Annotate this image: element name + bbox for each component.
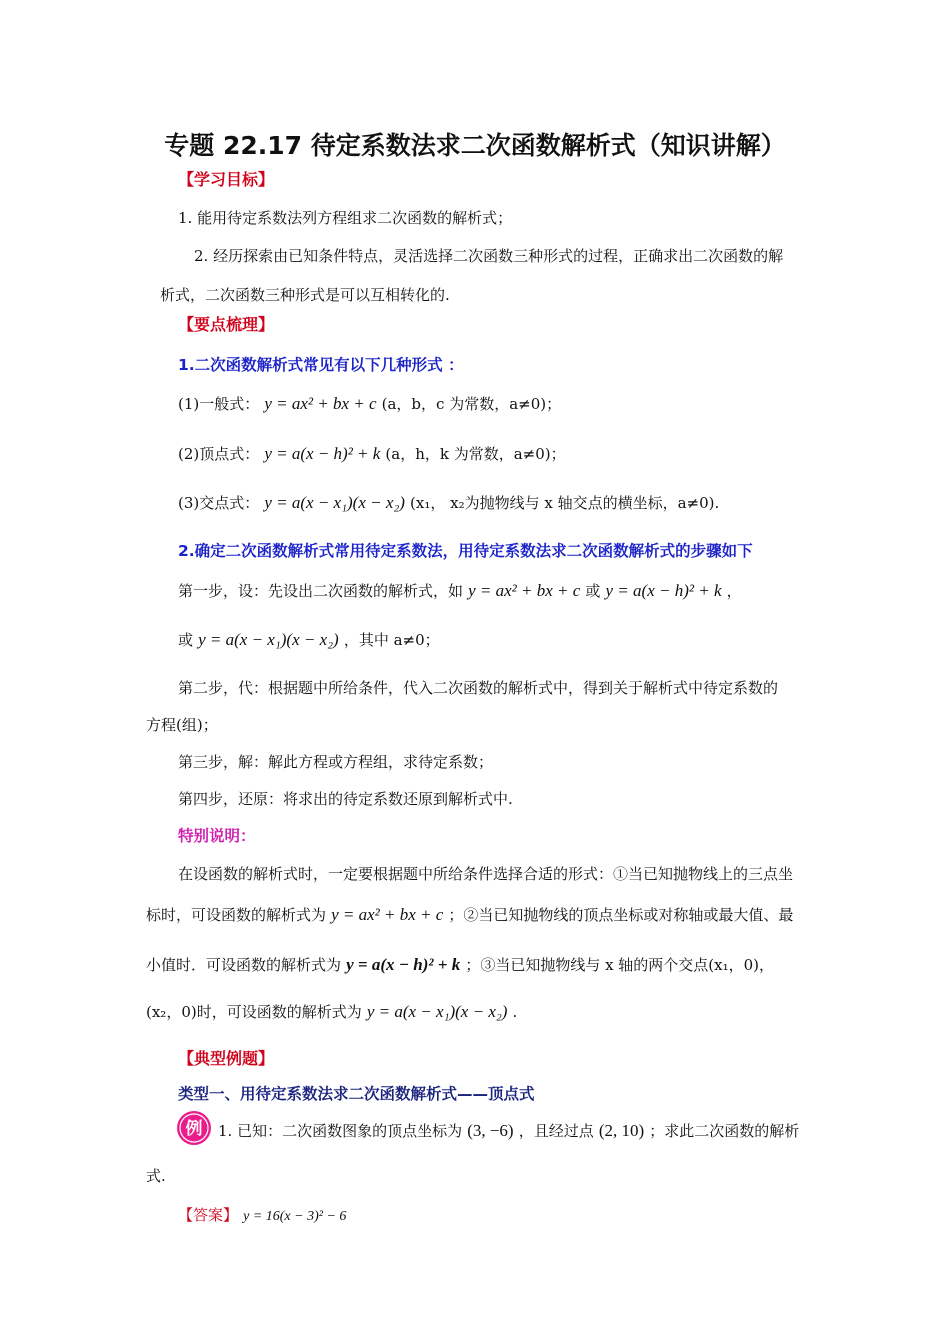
special-l3-text-b: ；③当已知抛物线与 x 轴的两个交点(x₁，0)， <box>465 956 775 974</box>
form3-label: (3)交点式： <box>178 494 260 512</box>
step2-line2: 方程(组)； <box>146 716 218 734</box>
step4: 第四步，还原：将求出的待定系数还原到解析式中. <box>178 790 513 808</box>
form2-note: (a，h，k 为常数，a≠0)； <box>385 445 566 463</box>
special-l2-text-a: 标时，可设函数的解析式为 <box>146 906 327 924</box>
form3-formula: y = a(x − x₁)(x − x₂) <box>264 493 405 512</box>
example1-point: (2, 10) <box>598 1121 645 1140</box>
goal-2-line2: 析式，二次函数三种形式是可以互相转化的. <box>160 286 450 304</box>
example1-text-b: ，且经过点 <box>518 1122 594 1140</box>
step1-row-a <box>178 580 742 601</box>
step1-row-b <box>178 629 440 650</box>
special-l4-text-b: . <box>512 1003 518 1021</box>
example1-line2: 式. <box>146 1167 166 1185</box>
step1-comma: ， <box>726 582 742 600</box>
form1-label: (1)一般式： <box>178 395 260 413</box>
step1-or-2: 或 <box>178 631 194 649</box>
step1-formula-3: y = a(x − x₁)(x − x₂) <box>198 630 339 649</box>
answer-row <box>178 1204 346 1225</box>
form1-note: (a，b，c 为常数，a≠0)； <box>381 395 562 413</box>
special-l3-formula: y = a(x − h)² + k <box>346 955 461 974</box>
special-line4 <box>146 1001 517 1022</box>
goals-header: 【学习目标】 <box>178 170 275 189</box>
special-line1: 在设函数的解析式时，一定要根据题中所给条件选择合适的形式：①当已知抛物线上的三点坐 <box>178 865 794 883</box>
special-l2-formula: y = ax² + bx + c <box>331 905 444 924</box>
page-title: 专题 22.17 待定系数法求二次函数解析式（知识讲解） <box>164 131 786 160</box>
step1-end: ，其中 a≠0； <box>343 631 440 649</box>
step1-formula-2: y = a(x − h)² + k <box>605 581 722 600</box>
special-l2-text-b: ；②当已知抛物线的顶点坐标或对称轴或最大值、最 <box>448 906 794 924</box>
example1-line1 <box>218 1120 799 1141</box>
form2-label: (2)顶点式： <box>178 445 260 463</box>
step3: 第三步，解：解此方程或方程组，求待定系数； <box>178 753 494 771</box>
form1-row <box>178 393 561 414</box>
points-header: 【要点梳理】 <box>178 315 275 334</box>
example1-vertex: (3, −6) <box>467 1121 514 1140</box>
special-header: 特别说明： <box>178 827 256 845</box>
special-l4-text-a: (x₂，0)时，可设函数的解析式为 <box>146 1003 362 1021</box>
form3-note: (x₁， x₂为抛物线与 x 轴交点的横坐标，a≠0). <box>410 494 720 512</box>
step1-text: 第一步，设：先设出二次函数的解析式，如 <box>178 582 464 600</box>
example1-text-a: 1. 已知：二次函数图象的顶点坐标为 <box>218 1122 463 1140</box>
goal-2-line1: 2. 经历探索由已知条件特点，灵活选择二次函数三种形式的过程，正确求出二次函数的解 <box>194 247 784 265</box>
goal-1: 1. 能用待定系数法列方程组求二次函数的解析式； <box>178 209 513 227</box>
step1-or: 或 <box>585 582 601 600</box>
special-l4-formula: y = a(x − x₁)(x − x₂) <box>366 1002 508 1021</box>
special-l3-text-a: 小值时．可设函数的解析式为 <box>146 956 342 974</box>
example1-text-c: ；求此二次函数的解析 <box>649 1122 800 1140</box>
form1-formula: y = ax² + bx + c <box>264 394 377 413</box>
step1-formula-1: y = ax² + bx + c <box>468 581 581 600</box>
step2-line1: 第二步，代：根据题中所给条件，代入二次函数的解析式中，得到关于解析式中待定系数的 <box>178 679 779 697</box>
form2-row <box>178 443 566 464</box>
special-line3 <box>146 954 774 975</box>
type1-title: 类型一、用待定系数法求二次函数解析式——顶点式 <box>178 1085 535 1103</box>
point1-title: 1.二次函数解析式常见有以下几种形式 ： <box>178 356 464 374</box>
point2-title: 2.确定二次函数解析式常用待定系数法，用待定系数法求二次函数解析式的步骤如下 <box>178 542 753 560</box>
special-line2 <box>146 904 793 925</box>
example-badge-icon <box>176 1110 212 1146</box>
answer-formula: y = 16(x − 3)² − 6 <box>243 1209 347 1224</box>
form3-row <box>178 492 719 513</box>
form2-formula: y = a(x − h)² + k <box>264 444 381 463</box>
answer-label: 【答案】 <box>178 1206 239 1224</box>
examples-header: 【典型例题】 <box>178 1049 275 1068</box>
example-badge-label: 例 <box>185 1119 203 1139</box>
